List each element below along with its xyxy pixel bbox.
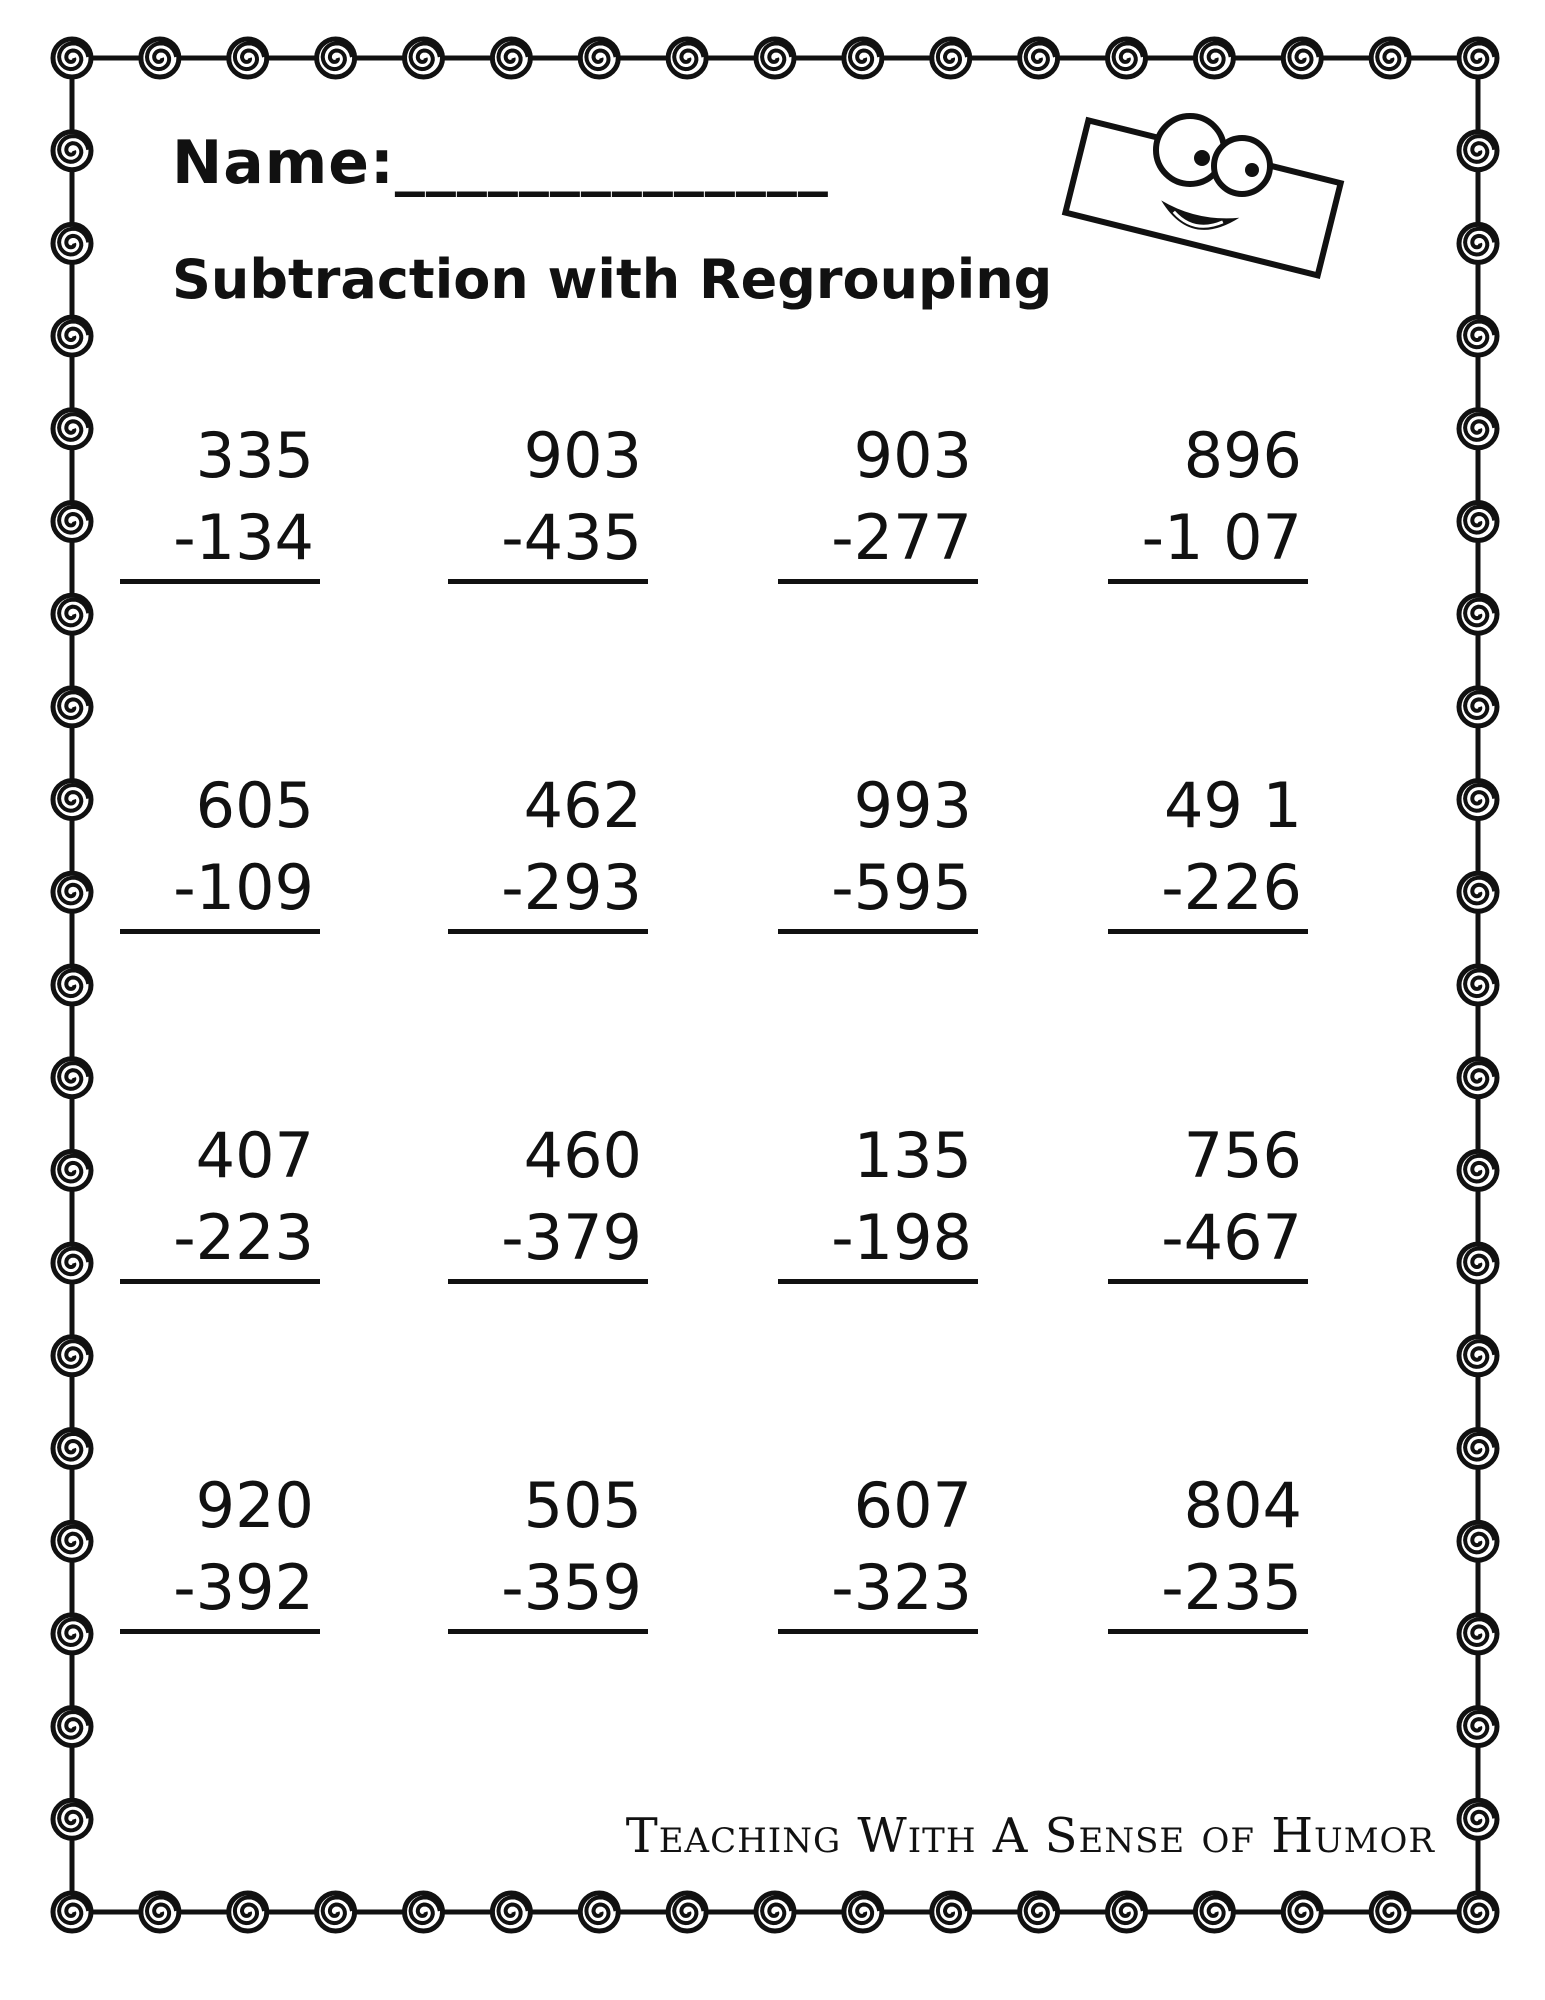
- swirl-icon: [53, 1337, 91, 1375]
- swirl-icon: [668, 1893, 706, 1931]
- subtrahend: -392: [120, 1547, 320, 1634]
- subtraction-problem: [778, 1115, 978, 1284]
- swirl-icon: [1459, 1151, 1497, 1189]
- swirl-icon: [53, 1708, 91, 1746]
- subtraction-problem: [778, 765, 978, 934]
- subtrahend: -359: [448, 1547, 648, 1634]
- swirl-icon: [53, 1151, 91, 1189]
- minuend: 49 1: [1163, 769, 1302, 842]
- subtrahend: -277: [778, 497, 978, 584]
- credit-text: Teaching With A Sense of Humor: [625, 1808, 1435, 1864]
- swirl-icon: [844, 1893, 882, 1931]
- swirl-icon: [53, 39, 91, 77]
- subtraction-problem: [448, 765, 648, 934]
- subtrahend: -323: [778, 1547, 978, 1634]
- swirl-icon: [53, 688, 91, 726]
- swirl-icon: [1459, 1615, 1497, 1653]
- minuend: 920: [195, 1469, 314, 1542]
- swirl-icon: [1459, 410, 1497, 448]
- swirl-icon: [53, 966, 91, 1004]
- swirl-icon: [53, 1430, 91, 1468]
- subtrahend: -235: [1108, 1547, 1308, 1634]
- swirl-icon: [1459, 317, 1497, 355]
- swirl-icon: [141, 39, 179, 77]
- swirl-icon: [1459, 595, 1497, 633]
- swirl-icon: [580, 39, 618, 77]
- minuend: 993: [853, 769, 972, 842]
- minuend: 896: [1183, 419, 1302, 492]
- swirl-icon: [1459, 132, 1497, 170]
- swirl-icon: [53, 1615, 91, 1653]
- swirl-icon: [1459, 39, 1497, 77]
- swirl-icon: [317, 1893, 355, 1931]
- swirl-icon: [1459, 1893, 1497, 1931]
- swirl-icon: [1459, 1430, 1497, 1468]
- swirl-icon: [53, 873, 91, 911]
- swirl-icon: [1459, 781, 1497, 819]
- swirl-icon: [1459, 503, 1497, 541]
- subtraction-problem: [1108, 1465, 1308, 1634]
- minuend: 335: [195, 419, 314, 492]
- subtraction-problem: [1108, 1115, 1308, 1284]
- swirl-icon: [492, 1893, 530, 1931]
- rectangle-character-icon: [1050, 100, 1350, 300]
- swirl-icon: [668, 39, 706, 77]
- swirl-icon: [1459, 966, 1497, 1004]
- subtraction-problem: [120, 1115, 320, 1284]
- swirl-icon: [53, 224, 91, 262]
- swirl-icon: [1371, 39, 1409, 77]
- subtraction-problem: [120, 415, 320, 584]
- subtraction-problem: [120, 765, 320, 934]
- swirl-icon: [1108, 39, 1146, 77]
- subtraction-problem: [1108, 765, 1308, 934]
- swirl-icon: [53, 1893, 91, 1931]
- subtraction-problem: [778, 415, 978, 584]
- swirl-icon: [229, 39, 267, 77]
- swirl-icon: [1195, 39, 1233, 77]
- swirl-icon: [229, 1893, 267, 1931]
- minuend: 135: [853, 1119, 972, 1192]
- swirl-icon: [1459, 1244, 1497, 1282]
- swirl-icon: [1459, 1800, 1497, 1838]
- swirl-icon: [1459, 688, 1497, 726]
- minuend: 756: [1183, 1119, 1302, 1192]
- minuend: 607: [853, 1469, 972, 1542]
- swirl-icon: [53, 1800, 91, 1838]
- swirl-icon: [1283, 1893, 1321, 1931]
- swirl-icon: [53, 1522, 91, 1560]
- subtrahend: -379: [448, 1197, 648, 1284]
- minuend: 505: [523, 1469, 642, 1542]
- subtraction-problem: [448, 1465, 648, 1634]
- swirl-icon: [756, 39, 794, 77]
- minuend: 903: [523, 419, 642, 492]
- swirl-icon: [1020, 39, 1058, 77]
- swirl-icon: [1283, 39, 1321, 77]
- subtraction-problem: [778, 1465, 978, 1634]
- subtrahend: -435: [448, 497, 648, 584]
- minuend: 460: [523, 1119, 642, 1192]
- minuend: 407: [195, 1119, 314, 1192]
- swirl-icon: [756, 1893, 794, 1931]
- swirl-icon: [1371, 1893, 1409, 1931]
- swirl-icon: [492, 39, 530, 77]
- swirl-icon: [580, 1893, 618, 1931]
- swirl-icon: [1459, 1059, 1497, 1097]
- swirl-icon: [317, 39, 355, 77]
- swirl-icon: [1459, 1337, 1497, 1375]
- name-field-label: Name:______________: [172, 128, 829, 198]
- swirl-icon: [53, 410, 91, 448]
- subtrahend: -467: [1108, 1197, 1308, 1284]
- subtraction-problem: [448, 1115, 648, 1284]
- swirl-icon: [1108, 1893, 1146, 1931]
- subtrahend: -134: [120, 497, 320, 584]
- swirl-icon: [53, 503, 91, 541]
- swirl-icon: [1459, 224, 1497, 262]
- subtraction-problem: [448, 415, 648, 584]
- swirl-icon: [405, 1893, 443, 1931]
- swirl-icon: [932, 39, 970, 77]
- swirl-icon: [53, 1059, 91, 1097]
- swirl-icon: [1459, 873, 1497, 911]
- swirl-icon: [1020, 1893, 1058, 1931]
- subtraction-problem: [1108, 415, 1308, 584]
- subtrahend: -223: [120, 1197, 320, 1284]
- swirl-icon: [53, 595, 91, 633]
- swirl-icon: [141, 1893, 179, 1931]
- swirl-icon: [405, 39, 443, 77]
- subtrahend: -293: [448, 847, 648, 934]
- minuend: 903: [853, 419, 972, 492]
- subtrahend: -109: [120, 847, 320, 934]
- minuend: 804: [1183, 1469, 1302, 1542]
- swirl-icon: [1459, 1522, 1497, 1560]
- subtrahend: -1 07: [1108, 497, 1308, 584]
- subtraction-problem: [120, 1465, 320, 1634]
- swirl-icon: [1195, 1893, 1233, 1931]
- swirl-icon: [932, 1893, 970, 1931]
- swirl-icon: [53, 1244, 91, 1282]
- swirl-icon: [53, 317, 91, 355]
- worksheet-title: Subtraction with Regrouping: [172, 248, 1053, 311]
- swirl-icon: [53, 781, 91, 819]
- subtrahend: -595: [778, 847, 978, 934]
- minuend: 462: [523, 769, 642, 842]
- swirl-icon: [844, 39, 882, 77]
- subtrahend: -226: [1108, 847, 1308, 934]
- swirl-icon: [53, 132, 91, 170]
- subtrahend: -198: [778, 1197, 978, 1284]
- minuend: 605: [195, 769, 314, 842]
- swirl-icon: [1459, 1708, 1497, 1746]
